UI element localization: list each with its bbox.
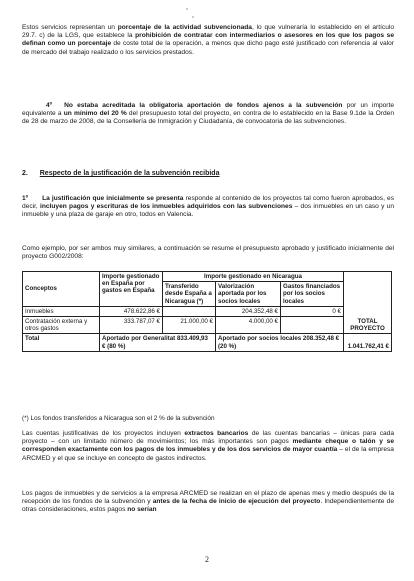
- table-footnote: (*) Los fondos transferidos a Nicaragua son el 2 % de la subvención: [22, 415, 215, 422]
- scan-speck: [186, 8, 188, 10]
- row-valorizacion: 204.352,48 €: [216, 306, 281, 316]
- header-importe-nicaragua: Importe gestionado en Nicaragua: [163, 272, 344, 282]
- row-gastos: 0 €: [281, 306, 344, 316]
- row-gastos: [281, 317, 344, 334]
- total-socios: Aportado por socios locales 208.352,48 € (20 %): [216, 334, 344, 351]
- row-importe-es: 333.787,07 €: [100, 317, 163, 334]
- section-heading: 2. Respecto de la justificación de la subvención recibida: [22, 170, 220, 177]
- header-gastos: Gastos financiados por los socios locales: [281, 282, 344, 307]
- row-importe-es: 478.622,86 €: [100, 306, 163, 316]
- header-valorizacion: Valorización aportada por los socios locales: [216, 282, 281, 307]
- paragraph-6: Los pagos de inmuebles y de servicios a la empresa ARCMED se realizan en el plazo de apenas mes y medio después de la recepción de los fondos de la subvención y antes de la fecha de inicio de ejecución del proyecto. Independientemente de otras consideraciones, estos pagos no serían: [22, 490, 394, 514]
- table-row: [23, 317, 392, 334]
- total-proyecto-value: 1.041.762,41 €: [344, 334, 392, 351]
- budget-table: [22, 271, 392, 352]
- row-transferido: 21.000,00 €: [163, 317, 216, 334]
- total-label: Total: [23, 334, 100, 351]
- paragraph-2: 4º No estaba acreditada la obligatoria aportación de fondos ajenos a la subvención por un importe equivalente a un mínimo del 20 % del presupuesto total del proyecto, en contra de lo establecido en la Base 9.1de la Orden de 28 de marzo de 2008, de la Consellería de Inmigración y Ciudadanía, de convocatoria de las subvenciones.: [22, 102, 395, 126]
- header-importe-espana: Importe gestionado en España por gastos en España: [100, 272, 163, 307]
- table-total-row: [23, 334, 392, 351]
- row-concepto: Inmuebles: [23, 306, 100, 316]
- page-number: 2: [205, 555, 209, 564]
- total-proyecto-label: TOTAL PROYECTO: [344, 317, 392, 334]
- paragraph-1: Estos servicios representan un porcentaje de la actividad subvencionada, lo que vulneraría lo establecido en el artículo 29.7. c) de la LGS, que establece la prohibición de contratar con intermediarios o asesores en los que los pagos se definan como un porcentaje de coste total de la operación, a menos que dicho pago esté justificado con referencia al valor de mercado del trabajo realizado o los servicios prestados.: [22, 24, 394, 56]
- paragraph-4: Como ejemplo, por ser ambos muy similares, a continuación se resume el presupuesto aprobado y justificado inicialmente del proyecto G002/2008:: [22, 245, 394, 261]
- table-row: [23, 306, 392, 316]
- total-generalitat: Aportado por Generalitat 833.409,93 € (80 %): [100, 334, 216, 351]
- table-header-row: [23, 272, 392, 282]
- scan-speck: [192, 16, 194, 18]
- row-concepto: Contratación externa y otros gastos: [23, 317, 100, 334]
- header-transferido: Transferido desde España a Nicaragua (*): [163, 282, 216, 307]
- paragraph-3: 1º La justificación que inicialmente se presenta responde al contenido de los proyectos tal como fueron aprobados, es decir, incluyen pagos y escrituras de los inmuebles adquiridos con las subvenciones – dos inmuebles en un caso y un inmueble y una plaza de garaje en otro, todos en Valencia.: [22, 195, 395, 219]
- paragraph-5: Las cuentas justificativas de los proyectos incluyen extractos bancarios de las cuentas bancarias – únicas para cada proyecto – con un limitado número de movimientos; los más importantes son pagos mediante cheque o talón y se corresponden exactamente con los pagos de los inmuebles y de los dos servicios de mayor cuantía – el de la empresa ARCMED y el que se incluye en concepto de gastos indirectos.: [22, 430, 394, 462]
- row-transferido: [163, 306, 216, 316]
- header-conceptos: Conceptos: [23, 272, 100, 307]
- row-valorizacion: 4.000,00 €: [216, 317, 281, 334]
